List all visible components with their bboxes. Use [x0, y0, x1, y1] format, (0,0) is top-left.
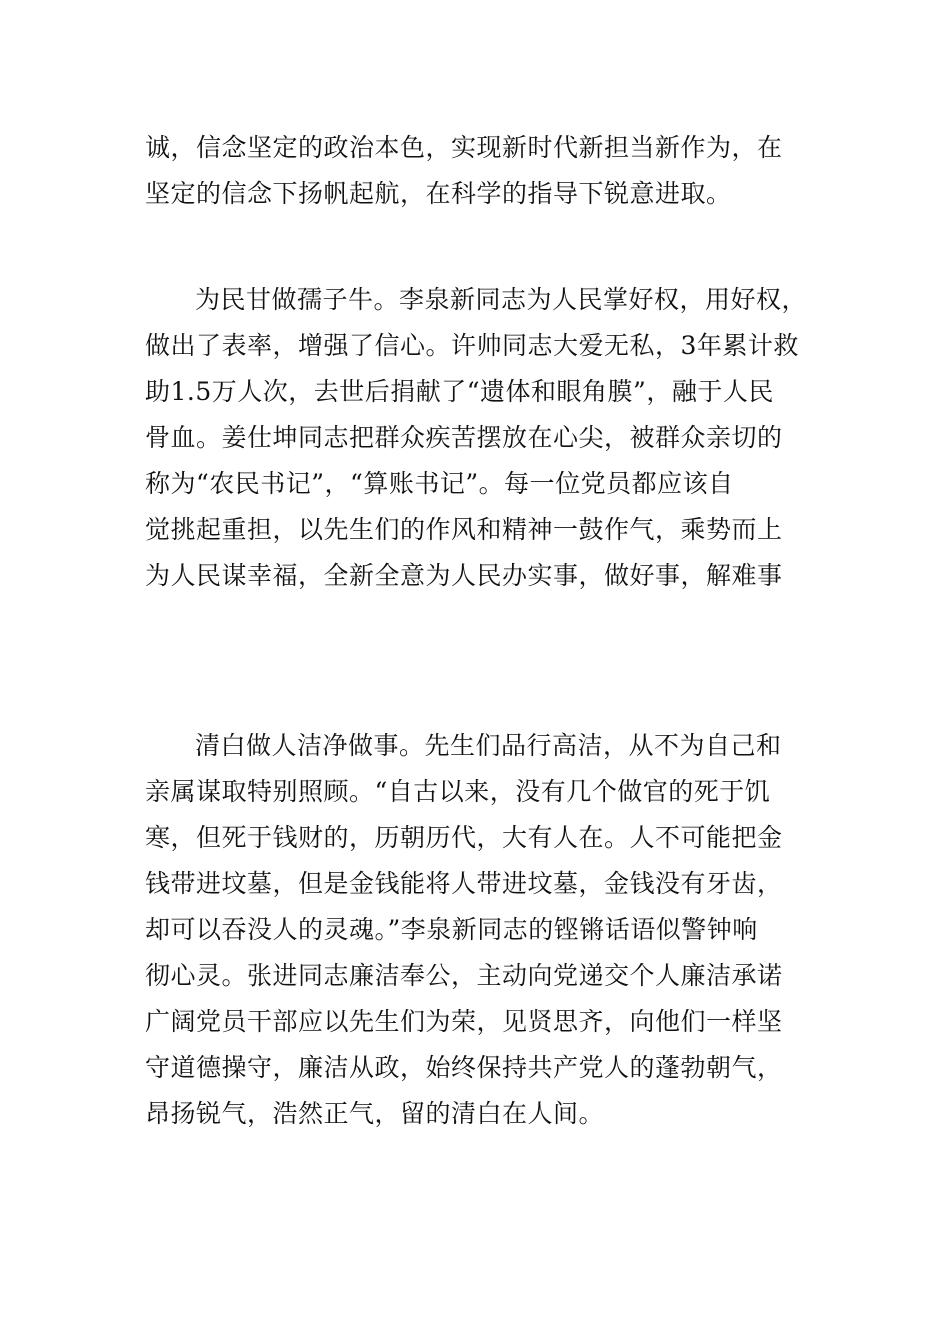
text-line: 坚定的信念下扬帆起航，在科学的指导下锐意进取。	[145, 179, 732, 208]
text-line: 诚，信念坚定的政治本色，实现新时代新担当新作为，在	[145, 133, 783, 162]
text-line: 做出了表率，增强了信心。许帅同志大爱无私，3年累计救	[145, 331, 799, 360]
text-line: 昂扬锐气，浩然正气，留的清白在人间。	[145, 1099, 605, 1128]
text-line: 觉挑起重担，以先生们的作风和精神一鼓作气，乘势而上	[145, 515, 783, 544]
text-line: 为民甘做孺子牛。李泉新同志为人民掌好权，用好权，	[195, 285, 808, 314]
text-line: 骨血。姜仕坤同志把群众疾苦摆放在心尖，被群众亲切的	[145, 423, 783, 452]
text-line: 称为“农民书记”，“算账书记”。每一位党员都应该自	[145, 469, 734, 498]
paragraph-continuation	[145, 125, 825, 217]
text-line: 彻心灵。张进同志廉洁奉公，主动向党递交个人廉洁承诺	[145, 961, 783, 990]
text-line: 广阔党员干部应以先生们为荣，见贤思齐，向他们一样坚	[145, 1007, 783, 1036]
paragraph-serve-people	[145, 277, 825, 599]
text-line: 钱带进坟墓，但是金钱能将人带进坟墓，金钱没有牙齿，	[145, 869, 783, 898]
text-line: 却可以吞没人的灵魂。”李泉新同志的铿锵话语似警钟响	[145, 915, 758, 944]
text-line: 寒，但死于钱财的，历朝历代，大有人在。人不可能把金	[145, 823, 783, 852]
text-line: 为人民谋幸福，全新全意为人民办实事，做好事，解难事	[145, 561, 783, 590]
paragraph-integrity	[145, 723, 825, 1137]
text-line: 助1.5万人次，去世后捐献了“遗体和眼角膜”，融于人民	[145, 377, 774, 406]
text-line: 亲属谋取特别照顾。“自古以来，没有几个做官的死于饥	[145, 777, 771, 806]
text-line: 守道德操守，廉洁从政，始终保持共产党人的蓬勃朝气，	[145, 1053, 783, 1082]
text-line: 清白做人洁净做事。先生们品行高洁，从不为自己和	[195, 731, 782, 760]
